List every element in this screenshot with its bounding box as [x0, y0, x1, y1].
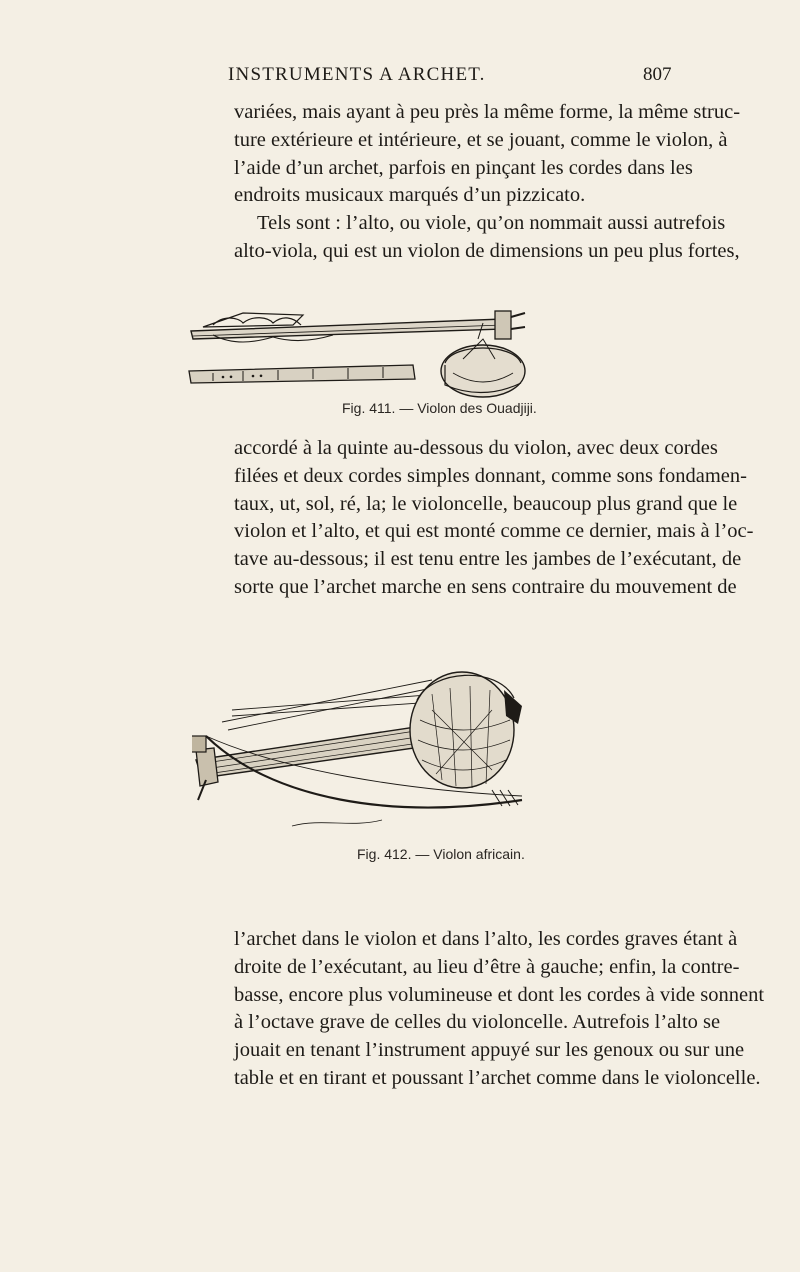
- text-line: à l’octave grave de celles du violoncelle. Autrefois l’alto se: [234, 1011, 721, 1034]
- text-line: endroits musicaux marqués d’un pizzicato.: [234, 184, 586, 207]
- text-line: ture extérieure et intérieure, et se jouant, comme le violon, à: [234, 128, 728, 151]
- text-line: variées, mais ayant à peu près la même forme, la même struc-: [234, 101, 741, 123]
- text-line: alto-viola, qui est un violon de dimensions un peu plus fortes,: [234, 239, 740, 262]
- text-line: l’archet dans le violon et dans l’alto, les cordes graves étant à: [234, 928, 738, 950]
- violin-ouadjiji-illustration: [183, 303, 533, 398]
- african-violin-illustration: [192, 650, 528, 840]
- running-title: INSTRUMENTS A ARCHET.: [228, 64, 486, 85]
- page-header: [0, 64, 800, 94]
- paragraph-1: [234, 99, 741, 266]
- text-line: tave au-dessous; il est tenu entre les jambes de l’exécutant, de: [234, 548, 742, 571]
- text-line: violon et l’alto, et qui est monté comme ce dernier, mais à l’oc-: [234, 520, 754, 543]
- text-line: droite de l’exécutant, au lieu d’être à gauche; enfin, la contre-: [234, 955, 740, 978]
- text-line: table et en tirant et poussant l’archet comme dans le violoncelle.: [234, 1066, 761, 1089]
- paragraph-2: [234, 435, 754, 602]
- text-line: filées et deux cordes simples donnant, comme sons fondamen-: [234, 464, 747, 487]
- figure-411-caption: Fig. 411. — Violon des Ouadjiji.: [342, 400, 537, 416]
- text-line: Tels sont : l’alto, ou viole, qu’on nommait aussi autrefois: [257, 212, 726, 235]
- figure-412-caption: Fig. 412. — Violon africain.: [357, 846, 525, 862]
- paragraph-3: [234, 926, 765, 1093]
- text-line: taux, ut, sol, ré, la; le violoncelle, beaucoup plus grand que le: [234, 492, 738, 515]
- text-line: sorte que l’archet marche en sens contraire du mouvement de: [234, 575, 737, 598]
- text-line: accordé à la quinte au-dessous du violon, avec deux cordes: [234, 437, 718, 459]
- text-line: jouait en tenant l’instrument appuyé sur les genoux ou sur une: [234, 1039, 745, 1062]
- text-line: l’aide d’un archet, parfois en pinçant les cordes dans les: [234, 156, 693, 179]
- page-number: 807: [643, 64, 672, 85]
- text-line: basse, encore plus volumineuse et dont les cordes à vide sonnent: [234, 983, 765, 1006]
